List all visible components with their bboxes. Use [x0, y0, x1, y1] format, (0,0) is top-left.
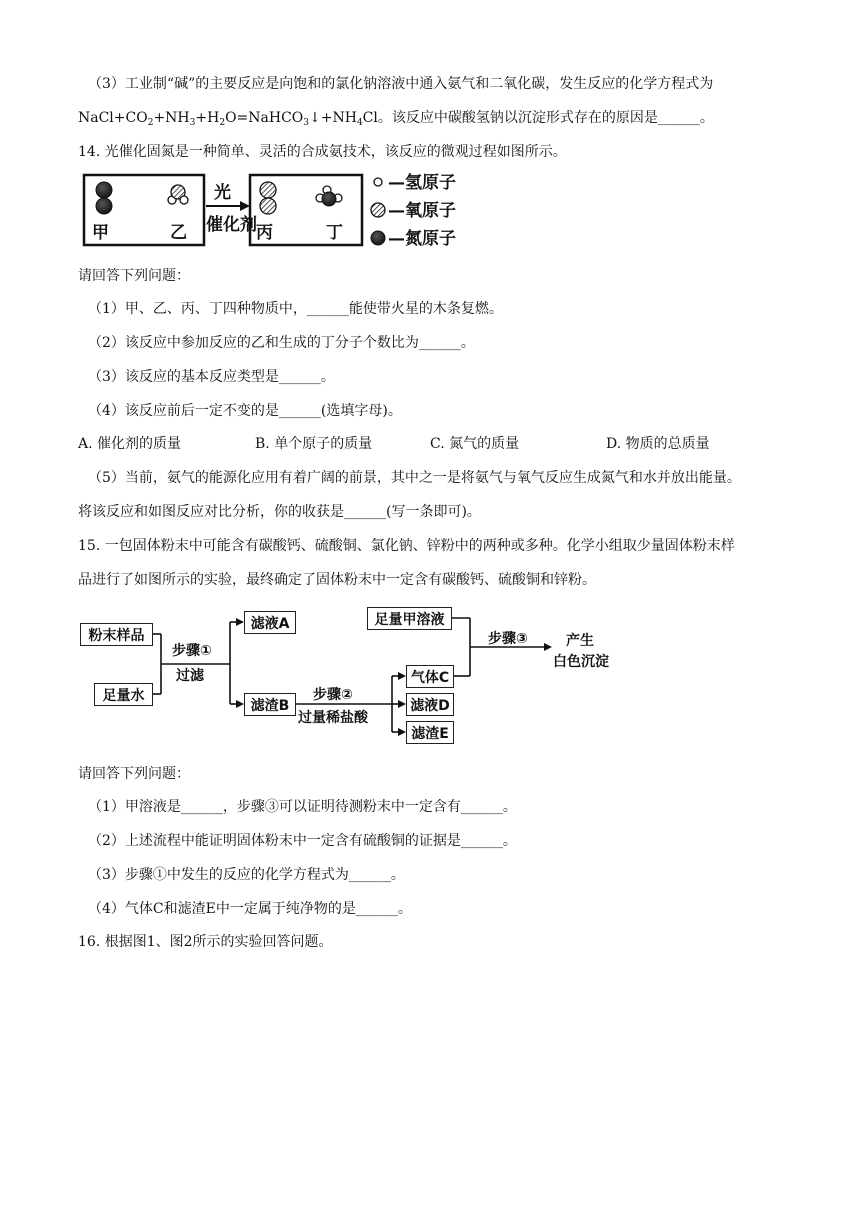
flow-jia-solution: 足量甲溶液 [367, 607, 452, 630]
flow-result-line1: 产生 [566, 633, 594, 649]
q16-stem: 16. 根据图1、图2所示的实验回答问题。 [78, 934, 333, 950]
label-ding: 丁 [326, 223, 343, 243]
label-jia: 甲 [92, 223, 109, 243]
q15-part1: （1）甲溶液是______，步骤③可以证明待测粉末中一定含有______。 [88, 799, 517, 815]
q13-part3-line1: （3）工业制“碱”的主要反应是向饱和的氯化钠溶液中通入氨气和二氧化碳，发生反应的化学方程式为 [88, 76, 714, 92]
q14-part3: （3）该反应的基本反应类型是______。 [88, 369, 335, 385]
flow-step1: 步骤① [172, 643, 212, 659]
q14-option-c: C. 氮气的质量 [430, 436, 520, 452]
flow-gas-c: 气体C [406, 665, 454, 688]
flow-result-line2: 白色沉淀 [553, 654, 609, 670]
label-yi: 乙 [170, 223, 187, 243]
flow-step3: 步骤③ [488, 631, 528, 647]
q14-prompt: 请回答下列问题： [78, 268, 190, 284]
legend-nitrogen: —氮原子 [388, 229, 456, 249]
q15-stem-line1: 15. 一包固体粉末中可能含有碳酸钙、硫酸铜、氯化钠、锌粉中的两种或多种。化学小组取少量固体粉末样 [78, 538, 735, 554]
flow-powder-sample: 粉末样品 [80, 623, 153, 646]
q15-part4: （4）气体C和滤渣E中一定属于纯净物的是______。 [88, 901, 412, 917]
legend-hydrogen: —氢原子 [388, 173, 456, 193]
q14-option-a: A. 催化剂的质量 [78, 436, 182, 452]
q14-part5-line1: （5）当前，氨气的能源化应用有着广阔的前景，其中之一是将氨气与氧气反应生成氮气和水并放出能量。 [88, 470, 741, 486]
arrow-catalyst-label: 催化剂 [206, 215, 257, 235]
q15-part2: （2）上述流程中能证明固体粉末中一定含有硫酸铜的证据是______。 [88, 833, 517, 849]
flow-water: 足量水 [94, 683, 153, 706]
q14-option-d: D. 物质的总质量 [606, 436, 710, 452]
flow-filtrate-a: 滤液A [244, 611, 296, 634]
q15-prompt: 请回答下列问题： [78, 766, 190, 782]
flow-filter: 过滤 [176, 668, 204, 684]
flow-residue-b: 滤渣B [244, 693, 296, 716]
arrow-light-label: 光 [214, 183, 231, 203]
flow-acid: 过量稀盐酸 [298, 710, 368, 726]
flow-residue-e: 滤渣E [406, 721, 454, 744]
q13-part3-equation-line: $NaCl+CO_2+NH_3+H_2O=NaHCO_3↓+NH_4Cl$。该反应中碳酸氢钠以沉淀形式存在的原因是______。 [78, 110, 714, 128]
label-bing: 丙 [256, 223, 273, 243]
q14-part1: （1）甲、乙、丙、丁四种物质中，______能使带火星的木条复燃。 [88, 301, 503, 317]
legend-oxygen: —氧原子 [388, 201, 456, 221]
flow-filtrate-d: 滤液D [406, 693, 454, 716]
q14-part2: （2）该反应中参加反应的乙和生成的丁分子个数比为______。 [88, 335, 475, 351]
q14-stem: 14. 光催化固氮是一种简单、灵活的合成氨技术，该反应的微观过程如图所示。 [78, 144, 567, 160]
q14-option-b: B. 单个原子的质量 [255, 436, 373, 452]
q14-part4: （4）该反应前后一定不变的是______(选填字母)。 [88, 403, 402, 419]
q14-part5-line2: 将该反应和如图反应对比分析，你的收获是______(写一条即可)。 [78, 504, 481, 520]
q15-stem-line2: 品进行了如图所示的实验，最终确定了固体粉末中一定含有碳酸钙、硫酸铜和锌粉。 [78, 572, 596, 588]
q15-part3: （3）步骤①中发生的反应的化学方程式为______。 [88, 867, 405, 883]
flow-step2: 步骤② [313, 687, 353, 703]
